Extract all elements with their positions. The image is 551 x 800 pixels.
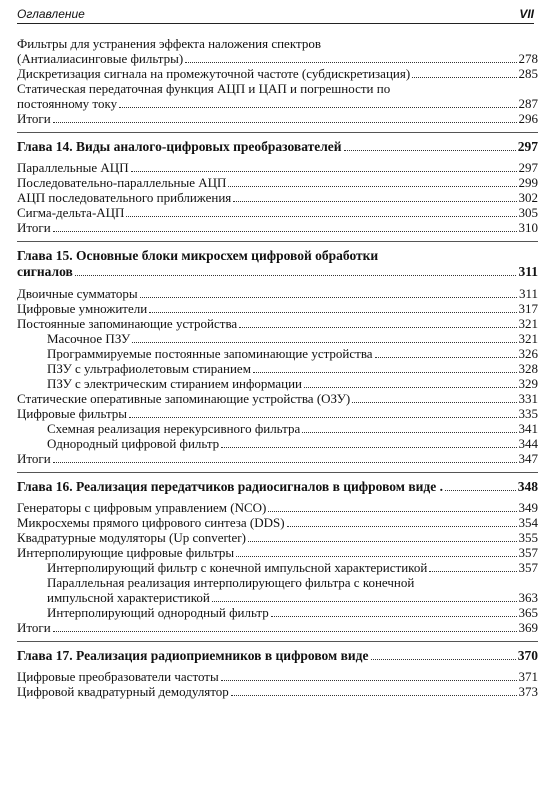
toc-page-number: 311 — [518, 264, 538, 279]
dot-leader — [253, 372, 517, 373]
toc-entry[interactable] — [17, 111, 538, 126]
toc-page-number: 328 — [518, 361, 538, 376]
toc-page-number: 317 — [518, 301, 538, 316]
toc-page-number: 278 — [518, 51, 538, 66]
toc-entry-title: Глава 16. Реализация передатчиков радиосигналов в цифровом виде . — [17, 479, 443, 494]
dot-leader — [412, 77, 516, 78]
dot-leader — [140, 297, 517, 298]
dot-leader — [304, 387, 516, 388]
dot-leader — [53, 122, 517, 123]
dot-leader — [132, 342, 516, 343]
toc-page-number: 331 — [518, 391, 538, 406]
toc-entry[interactable] — [17, 36, 538, 66]
toc-entry[interactable] — [17, 316, 538, 331]
toc-entry[interactable] — [17, 301, 538, 316]
toc-page-number: 297 — [517, 139, 538, 154]
toc-entry[interactable] — [17, 605, 538, 620]
toc-entry-title-line: Статическая передаточная функция АЦП и ЦАП и погрешности по — [17, 81, 391, 96]
toc-entry[interactable] — [17, 575, 538, 605]
toc-entry[interactable] — [17, 421, 538, 436]
toc-entry[interactable] — [17, 160, 538, 175]
toc-chapter[interactable] — [17, 479, 538, 494]
toc-page-number: 305 — [518, 205, 538, 220]
toc-page-number: 341 — [518, 421, 538, 436]
toc-page-number: 349 — [518, 500, 538, 515]
dot-leader — [287, 526, 517, 527]
toc-entry[interactable] — [17, 220, 538, 235]
dot-leader — [53, 231, 517, 232]
toc-entry[interactable] — [17, 500, 538, 515]
toc-page-number: 371 — [518, 669, 538, 684]
toc-entry-title: Дискретизация сигнала на промежуточной частоте (субдискретизация) — [17, 66, 411, 81]
toc-page-number: 310 — [518, 220, 538, 235]
toc-entry[interactable] — [17, 66, 538, 81]
toc-page-number: 373 — [518, 684, 538, 699]
toc-entry[interactable] — [17, 346, 538, 361]
toc-entry[interactable] — [17, 391, 538, 406]
toc-page-number: 344 — [518, 436, 538, 451]
toc-entry-title: Интерполирующий фильтр с конечной импульсной характеристикой — [47, 560, 428, 575]
toc-page-number: 299 — [518, 175, 538, 190]
toc-entry[interactable] — [17, 684, 538, 699]
table-of-contents — [17, 36, 538, 699]
toc-page-number: 369 — [518, 620, 538, 635]
toc-entry-title: Итоги — [17, 620, 51, 635]
toc-entry[interactable] — [17, 190, 538, 205]
toc-page-number: 365 — [518, 605, 538, 620]
toc-entry-title: Схемная реализация нерекурсивного фильтра — [47, 421, 301, 436]
running-header-title: Оглавление — [17, 7, 85, 21]
toc-entry-title: постоянному току — [17, 96, 118, 111]
dot-leader — [221, 447, 516, 448]
toc-entry-title: Программируемые постоянные запоминающие устройства — [47, 346, 373, 361]
toc-entry[interactable] — [17, 451, 538, 466]
dot-leader — [352, 402, 516, 403]
dot-leader — [126, 216, 516, 217]
toc-page-number: 354 — [518, 515, 538, 530]
toc-entry[interactable] — [17, 376, 538, 391]
dot-leader — [236, 556, 516, 557]
toc-entry[interactable] — [17, 620, 538, 635]
toc-entry[interactable] — [17, 669, 538, 684]
dot-leader — [53, 462, 517, 463]
dot-leader — [231, 695, 517, 696]
dot-leader — [228, 186, 516, 187]
toc-entry-title-line: Глава 15. Основные блоки микросхем цифровой обработки — [17, 248, 379, 263]
dot-leader — [248, 541, 517, 542]
dot-leader — [53, 631, 517, 632]
toc-entry-title: ПЗУ с ультрафиолетовым стиранием — [47, 361, 251, 376]
dot-leader — [445, 490, 516, 491]
toc-entry-title: Цифровые умножители — [17, 301, 148, 316]
toc-entry-title: Цифровые преобразователи частоты — [17, 669, 219, 684]
toc-chapter[interactable] — [17, 139, 538, 154]
toc-page-number: 287 — [518, 96, 538, 111]
toc-entry-title: Масочное ПЗУ — [47, 331, 131, 346]
toc-entry-title: сигналов — [17, 264, 73, 279]
dot-leader — [371, 659, 516, 660]
dot-leader — [149, 312, 516, 313]
dot-leader — [129, 417, 516, 418]
toc-page-number: 296 — [518, 111, 538, 126]
toc-entry[interactable] — [17, 545, 538, 560]
toc-entry-title-line: Фильтры для устранения эффекта наложения спектров — [17, 36, 321, 51]
toc-page-number: 297 — [518, 160, 538, 175]
toc-page-number: 355 — [518, 530, 538, 545]
toc-chapter[interactable] — [17, 248, 538, 280]
toc-page-number: 363 — [518, 590, 538, 605]
toc-chapter[interactable] — [17, 648, 538, 663]
dot-leader — [221, 680, 517, 681]
toc-page-number: 357 — [518, 560, 538, 575]
toc-entry[interactable] — [17, 286, 538, 301]
toc-entry-title: Цифровой квадратурный демодулятор — [17, 684, 229, 699]
toc-page-number: 321 — [518, 331, 538, 346]
toc-entry[interactable] — [17, 81, 538, 111]
dot-leader — [212, 601, 517, 602]
toc-entry-title-line: Параллельная реализация интерполирующего фильтра с конечной — [47, 575, 415, 590]
toc-entry-title: Генераторы с цифровым управлением (NCO) — [17, 500, 267, 515]
toc-entry-title: Итоги — [17, 220, 51, 235]
toc-page-number: 326 — [518, 346, 538, 361]
toc-page-number: 370 — [517, 648, 538, 663]
dot-leader — [344, 150, 516, 151]
page-number-roman: VII — [519, 7, 534, 21]
toc-entry-title: Интерполирующий однородный фильтр — [47, 605, 269, 620]
toc-page-number: 329 — [518, 376, 538, 391]
dot-leader — [239, 327, 516, 328]
dot-leader — [268, 511, 516, 512]
toc-entry-title: Однородный цифровой фильтр — [47, 436, 220, 451]
dot-leader — [302, 432, 516, 433]
toc-entry-title: Двоичные сумматоры — [17, 286, 138, 301]
toc-entry[interactable] — [17, 515, 538, 530]
dot-leader — [119, 107, 516, 108]
dot-leader — [271, 616, 517, 617]
toc-entry[interactable] — [17, 436, 538, 451]
dot-leader — [429, 571, 516, 572]
toc-entry[interactable] — [17, 406, 538, 421]
dot-leader — [375, 357, 517, 358]
toc-entry-title: Постоянные запоминающие устройства — [17, 316, 238, 331]
toc-entry-title: (Антиалиасинговые фильтры) — [17, 51, 184, 66]
dot-leader — [233, 201, 516, 202]
toc-entry-title: Цифровые фильтры — [17, 406, 128, 421]
toc-entry[interactable] — [17, 331, 538, 346]
toc-page-number: 347 — [518, 451, 538, 466]
toc-entry-title: Статические оперативные запоминающие устройства (ОЗУ) — [17, 391, 351, 406]
toc-page-number: 321 — [518, 316, 538, 331]
toc-entry-title: Итоги — [17, 451, 51, 466]
toc-entry[interactable] — [17, 175, 538, 190]
toc-entry-title: Глава 17. Реализация радиоприемников в цифровом виде — [17, 648, 369, 663]
toc-entry-title: Итоги — [17, 111, 51, 126]
toc-entry-title: импульсной характеристикой — [47, 590, 210, 605]
toc-entry[interactable] — [17, 361, 538, 376]
toc-entry-title: Микросхемы прямого цифрового синтеза (DDS) — [17, 515, 285, 530]
toc-page-number: 311 — [518, 286, 538, 301]
toc-entry-title: Квадратурные модуляторы (Up converter) — [17, 530, 246, 545]
dot-leader — [75, 275, 517, 276]
dot-leader — [131, 171, 517, 172]
running-header — [17, 5, 534, 24]
toc-page-number: 357 — [518, 545, 538, 560]
toc-entry-title: ПЗУ с электрическим стиранием информации — [47, 376, 303, 391]
toc-page-number: 335 — [518, 406, 538, 421]
toc-entry-title: Параллельные АЦП — [17, 160, 129, 175]
toc-entry[interactable] — [17, 530, 538, 545]
toc-entry[interactable] — [17, 205, 538, 220]
toc-entry[interactable] — [17, 560, 538, 575]
toc-entry-title: Глава 14. Виды аналого-цифровых преобразователей — [17, 139, 342, 154]
toc-entry-title: Последовательно-параллельные АЦП — [17, 175, 227, 190]
toc-entry-title: Интерполирующие цифровые фильтры — [17, 545, 235, 560]
dot-leader — [185, 62, 516, 63]
toc-entry-title: АЦП последовательного приближения — [17, 190, 232, 205]
toc-page-number: 302 — [518, 190, 538, 205]
toc-page-number: 285 — [518, 66, 538, 81]
toc-page-number: 348 — [517, 479, 538, 494]
toc-entry-title: Сигма-дельта-АЦП — [17, 205, 125, 220]
